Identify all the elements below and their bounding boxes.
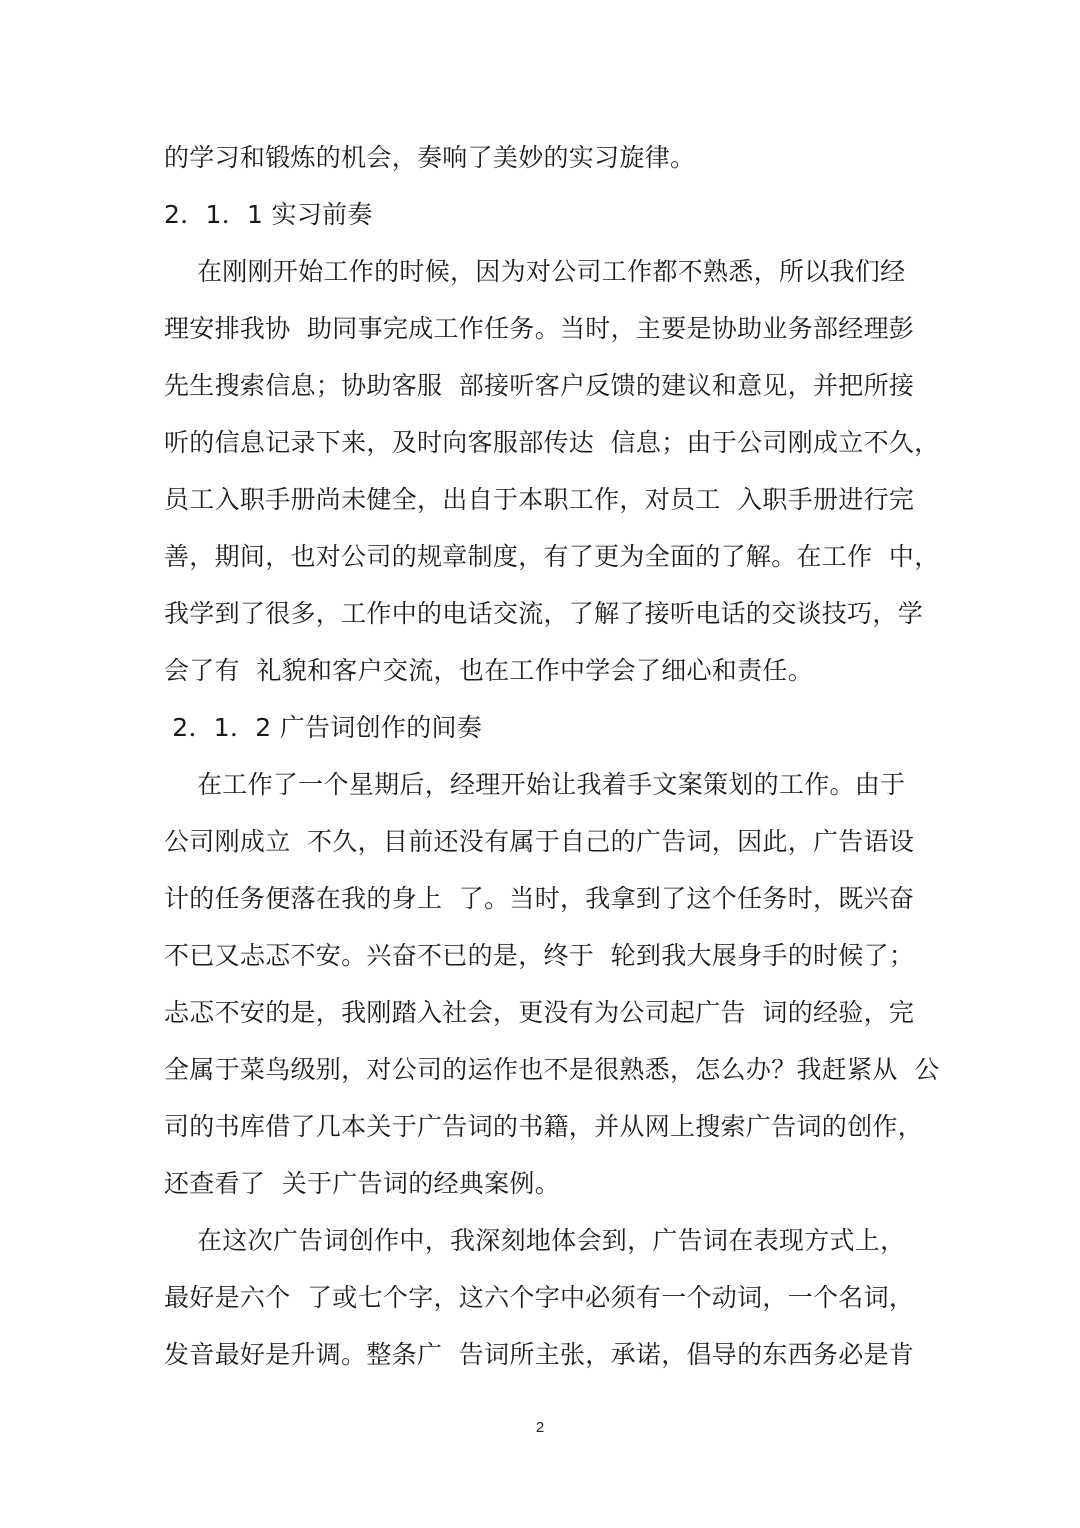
section-heading-2-1-2: 2．1．2 广告词创作的间奏 bbox=[164, 713, 483, 742]
text-line: 司的书库借了几本关于广告词的书籍，并从网上搜索广告词的创作， bbox=[164, 1112, 924, 1141]
text-line: 忐忑不安的是，我刚踏入社会，更没有为公司起广告 词的经验，完 bbox=[164, 998, 915, 1027]
text-line: 的学习和锻炼的机会，奏响了美妙的实习旋律。 bbox=[164, 143, 696, 172]
text-line: 全属于菜鸟级别，对公司的运作也不是很熟悉，怎么办？我赶紧从 公 bbox=[164, 1055, 940, 1084]
text-line: 计的任务便落在我的身上 了。当时，我拿到了这个任务时，既兴奋 bbox=[164, 884, 915, 913]
text-line: 理安排我协 助同事完成工作任务。当时，主要是协助业务部经理彭 bbox=[164, 314, 915, 343]
text-line: 还查看了 关于广告词的经典案例。 bbox=[164, 1169, 560, 1198]
text-line: 在刚刚开始工作的时候，因为对公司工作都不熟悉，所以我们经 bbox=[164, 257, 906, 286]
text-line: 最好是六个 了或七个字，这六个字中必须有一个动词，一个名词， bbox=[164, 1283, 915, 1312]
text-line: 在工作了一个星期后，经理开始让我着手文案策划的工作。由于 bbox=[164, 770, 906, 799]
section-heading-2-1-1: 2．1．1 实习前奏 bbox=[164, 200, 373, 229]
text-line: 公司刚成立 不久，目前还没有属于自己的广告词，因此，广告语设 bbox=[164, 827, 915, 856]
text-line: 不已又忐忑不安。兴奋不已的是，终于 轮到我大展身手的时候了； bbox=[164, 941, 915, 970]
text-line: 会了有 礼貌和客户交流，也在工作中学会了细心和责任。 bbox=[164, 656, 813, 685]
text-line: 发音最好是升调。整条广 告词所主张，承诺，倡导的东西务必是肯 bbox=[164, 1340, 915, 1369]
text-line: 先生搜索信息；协助客服 部接听客户反馈的建议和意见，并把所接 bbox=[164, 371, 915, 400]
text-line: 听的信息记录下来，及时向客服部传达 信息；由于公司刚成立不久， bbox=[164, 428, 940, 457]
text-line: 我学到了很多，工作中的电话交流，了解了接听电话的交谈技巧，学 bbox=[164, 599, 924, 628]
text-line: 在这次广告词创作中，我深刻地体会到，广告词在表现方式上， bbox=[164, 1226, 906, 1255]
text-line: 员工入职手册尚未健全，出自于本职工作，对员工 入职手册进行完 bbox=[164, 485, 915, 514]
text-line: 善，期间，也对公司的规章制度，有了更为全面的了解。在工作 中， bbox=[164, 542, 940, 571]
page-number: 2 bbox=[535, 1419, 545, 1436]
